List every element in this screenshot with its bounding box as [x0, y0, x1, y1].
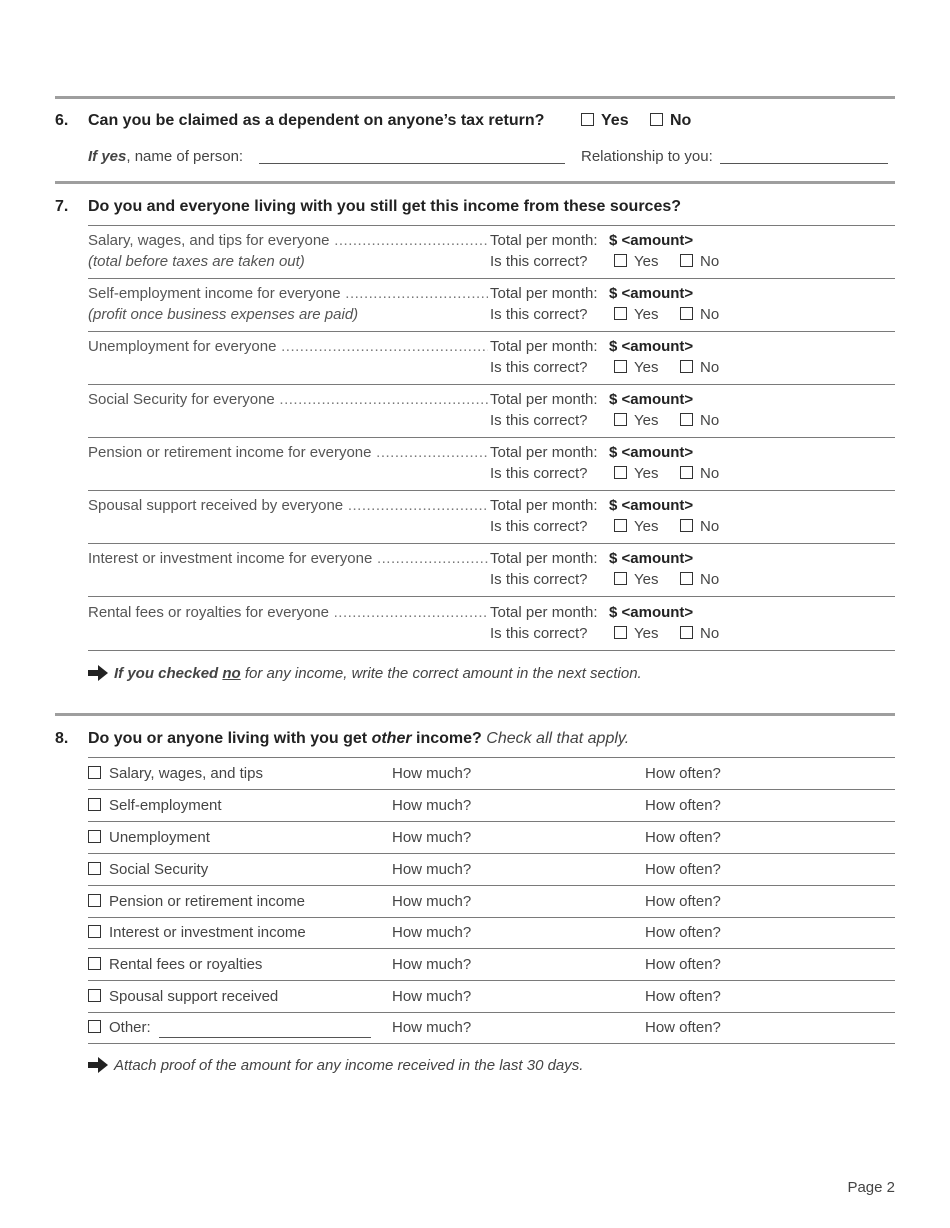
income-type-checkbox[interactable]: [88, 1020, 101, 1033]
no-label: No: [700, 253, 720, 270]
income-type-option[interactable]: [88, 765, 263, 782]
income-type-checkbox[interactable]: [88, 798, 101, 811]
yes-label: Yes: [634, 571, 659, 588]
income-source-label: Self-employment income for everyone .....: [88, 285, 488, 302]
no-checkbox[interactable]: [680, 572, 693, 585]
income-source-label: Pension or retirement income for everyone .....: [88, 444, 488, 461]
income-row: [88, 491, 895, 544]
income-type-option[interactable]: [88, 1019, 151, 1036]
yes-label: Yes: [634, 412, 659, 429]
no-label: No: [700, 518, 720, 535]
yes-checkbox[interactable]: [614, 519, 627, 532]
q8-text-pre: Do you or anyone living with you get: [88, 730, 372, 747]
yes-label: Yes: [634, 518, 659, 535]
correct-yes-option[interactable]: [614, 571, 658, 588]
no-checkbox[interactable]: [680, 254, 693, 267]
row-divider: [88, 650, 895, 651]
income-type-label: Social Security: [109, 861, 209, 878]
yes-checkbox[interactable]: [614, 307, 627, 320]
income-row: [88, 544, 895, 597]
correct-no-option[interactable]: [680, 412, 719, 429]
income-source-label: Rental fees or royalties for everyone .....: [88, 604, 488, 621]
how-often-label: How often?: [645, 829, 721, 846]
total-per-month-label: Total per month:: [490, 550, 598, 567]
is-correct-label: Is this correct?: [490, 465, 588, 482]
correct-no-option[interactable]: [680, 625, 719, 642]
yes-checkbox[interactable]: [614, 626, 627, 639]
q7-note-underlined: no: [222, 665, 241, 682]
how-often-label: How often?: [645, 861, 721, 878]
total-per-month-label: Total per month:: [490, 497, 598, 514]
income-type-label: Pension or retirement income: [109, 893, 305, 910]
income-row: [88, 279, 895, 332]
question-8-text: [88, 730, 629, 748]
income-type-checkbox[interactable]: [88, 925, 101, 938]
correct-yes-option[interactable]: [614, 253, 658, 270]
income-type-option[interactable]: [88, 924, 306, 941]
yes-label: Yes: [634, 359, 659, 376]
how-much-label: How much?: [392, 1019, 472, 1036]
other-income-row: [88, 1012, 895, 1044]
how-often-label: How often?: [645, 797, 721, 814]
q6-yes-label: Yes: [601, 112, 629, 129]
how-much-label: How much?: [392, 924, 472, 941]
amount-value: $ <amount>: [609, 444, 694, 461]
arrow-right-icon: [88, 1057, 108, 1073]
no-label: No: [700, 625, 720, 642]
income-type-checkbox[interactable]: [88, 894, 101, 907]
amount-value: $ <amount>: [609, 391, 694, 408]
income-type-label: Rental fees or royalties: [109, 956, 263, 973]
income-source-label: Interest or investment income for everyone .....: [88, 550, 488, 567]
yes-checkbox[interactable]: [614, 413, 627, 426]
question-6-number: 6.: [55, 112, 69, 129]
q6-if-yes: If yes: [88, 148, 127, 165]
q6-yes-checkbox[interactable]: [581, 113, 594, 126]
yes-label: Yes: [634, 465, 659, 482]
correct-yes-option[interactable]: [614, 465, 658, 482]
correct-no-option[interactable]: [680, 306, 719, 323]
q7-note-rest: for any income, write the correct amount in the next section.: [240, 665, 642, 682]
correct-yes-option[interactable]: [614, 412, 658, 429]
how-often-label: How often?: [645, 765, 721, 782]
income-type-option[interactable]: [88, 829, 210, 846]
q8-text-ital: other: [371, 730, 412, 747]
question-8-number: 8.: [55, 730, 69, 747]
correct-no-option[interactable]: [680, 253, 719, 270]
is-correct-label: Is this correct?: [490, 359, 588, 376]
how-much-label: How much?: [392, 797, 472, 814]
income-type-label: Salary, wages, and tips: [109, 765, 263, 782]
income-type-label: Self-employment: [109, 797, 222, 814]
total-per-month-label: Total per month:: [490, 604, 598, 621]
no-label: No: [700, 359, 720, 376]
other-income-row: [88, 981, 895, 1013]
is-correct-label: Is this correct?: [490, 571, 588, 588]
income-type-label: Spousal support received: [109, 988, 279, 1005]
arrow-right-icon: [88, 665, 108, 681]
income-source-label: Salary, wages, and tips for everyone .....: [88, 232, 488, 249]
income-type-option[interactable]: [88, 797, 222, 814]
total-per-month-label: Total per month:: [490, 285, 598, 302]
no-checkbox[interactable]: [680, 466, 693, 479]
income-source-label: Unemployment for everyone .....: [88, 338, 488, 355]
income-type-option[interactable]: [88, 893, 305, 910]
yes-label: Yes: [634, 306, 659, 323]
q7-instruction-note: [88, 665, 642, 682]
question-7-number: 7.: [55, 198, 69, 215]
amount-value: $ <amount>: [609, 604, 694, 621]
q6-name-label: [88, 148, 243, 165]
yes-checkbox[interactable]: [614, 254, 627, 267]
no-label: No: [700, 571, 720, 588]
row-divider: [88, 1043, 895, 1044]
is-correct-label: Is this correct?: [490, 253, 588, 270]
other-income-row: [88, 790, 895, 822]
q6-name-text: , name of person:: [126, 148, 244, 165]
income-type-checkbox[interactable]: [88, 957, 101, 970]
income-row: [88, 598, 895, 651]
section-divider: [55, 713, 895, 716]
q8-text-note: Check all that apply.: [481, 730, 630, 747]
is-correct-label: Is this correct?: [490, 306, 588, 323]
amount-value: $ <amount>: [609, 232, 694, 249]
other-income-field[interactable]: [159, 1037, 371, 1038]
no-label: No: [700, 465, 720, 482]
section-divider: [55, 181, 895, 184]
q6-no-option[interactable]: [650, 112, 691, 130]
other-income-row: [88, 949, 895, 981]
how-much-label: How much?: [392, 956, 472, 973]
yes-checkbox[interactable]: [614, 466, 627, 479]
amount-value: $ <amount>: [609, 285, 694, 302]
income-type-label: Other:: [109, 1019, 151, 1036]
q8-text-post: income?: [411, 730, 482, 747]
question-7-text: Do you and everyone living with you still get this income from these sources?: [88, 198, 682, 215]
correct-no-option[interactable]: [680, 465, 719, 482]
how-much-label: How much?: [392, 829, 472, 846]
total-per-month-label: Total per month:: [490, 338, 598, 355]
is-correct-label: Is this correct?: [490, 412, 588, 429]
q6-yes-option[interactable]: [581, 112, 629, 130]
amount-value: $ <amount>: [609, 550, 694, 567]
other-income-row: [88, 886, 895, 918]
no-checkbox[interactable]: [680, 307, 693, 320]
correct-yes-option[interactable]: [614, 625, 658, 642]
income-source-label: Social Security for everyone .....: [88, 391, 488, 408]
income-type-label: Interest or investment income: [109, 924, 306, 941]
how-much-label: How much?: [392, 765, 472, 782]
correct-no-option[interactable]: [680, 359, 719, 376]
yes-label: Yes: [634, 253, 659, 270]
yes-label: Yes: [634, 625, 659, 642]
q6-no-label: No: [670, 112, 692, 129]
correct-no-option[interactable]: [680, 518, 719, 535]
total-per-month-label: Total per month:: [490, 391, 598, 408]
other-income-row: [88, 822, 895, 854]
other-income-row: [88, 758, 895, 790]
income-source-label: Spousal support received by everyone .....: [88, 497, 488, 514]
q6-no-checkbox[interactable]: [650, 113, 663, 126]
correct-yes-option[interactable]: [614, 518, 658, 535]
income-type-checkbox[interactable]: [88, 830, 101, 843]
relationship-field[interactable]: [720, 163, 888, 164]
correct-yes-option[interactable]: [614, 359, 658, 376]
correct-yes-option[interactable]: [614, 306, 658, 323]
is-correct-label: Is this correct?: [490, 518, 588, 535]
q8-instruction-note: [88, 1057, 583, 1074]
row-divider: [88, 596, 895, 597]
q7-note-bold: If you checked: [114, 665, 219, 682]
person-name-field[interactable]: [259, 163, 565, 164]
income-type-label: Unemployment: [109, 829, 210, 846]
amount-value: $ <amount>: [609, 497, 694, 514]
income-type-checkbox[interactable]: [88, 862, 101, 875]
section-divider: [55, 96, 895, 99]
total-per-month-label: Total per month:: [490, 444, 598, 461]
q6-relationship-label: Relationship to you:: [581, 148, 713, 165]
no-label: No: [700, 306, 720, 323]
income-type-option[interactable]: [88, 956, 262, 973]
how-often-label: How often?: [645, 924, 721, 941]
no-checkbox[interactable]: [680, 519, 693, 532]
how-much-label: How much?: [392, 893, 472, 910]
how-often-label: How often?: [645, 893, 721, 910]
other-income-row: [88, 854, 895, 886]
income-type-checkbox[interactable]: [88, 766, 101, 779]
is-correct-label: Is this correct?: [490, 625, 588, 642]
how-much-label: How much?: [392, 861, 472, 878]
yes-checkbox[interactable]: [614, 360, 627, 373]
other-income-row: [88, 917, 895, 949]
question-6-text: Can you be claimed as a dependent on anyone’s tax return?: [88, 112, 545, 129]
income-source-note: (total before taxes are taken out): [88, 253, 305, 270]
income-source-note: (profit once business expenses are paid): [88, 306, 359, 323]
how-often-label: How often?: [645, 988, 721, 1005]
no-label: No: [700, 412, 720, 429]
income-row: [88, 226, 895, 279]
how-often-label: How often?: [645, 956, 721, 973]
total-per-month-label: Total per month:: [490, 232, 598, 249]
income-row: [88, 332, 895, 385]
no-checkbox[interactable]: [680, 626, 693, 639]
correct-no-option[interactable]: [680, 571, 719, 588]
income-row: [88, 385, 895, 438]
q8-note-text: Attach proof of the amount for any income received in the last 30 days.: [114, 1057, 584, 1074]
income-type-option[interactable]: [88, 861, 208, 878]
yes-checkbox[interactable]: [614, 572, 627, 585]
amount-value: $ <amount>: [609, 338, 694, 355]
income-row: [88, 438, 895, 491]
income-type-option[interactable]: [88, 988, 278, 1005]
how-much-label: How much?: [392, 988, 472, 1005]
no-checkbox[interactable]: [680, 360, 693, 373]
page-number: Page 2: [847, 1179, 895, 1196]
no-checkbox[interactable]: [680, 413, 693, 426]
how-often-label: How often?: [645, 1019, 721, 1036]
income-type-checkbox[interactable]: [88, 989, 101, 1002]
